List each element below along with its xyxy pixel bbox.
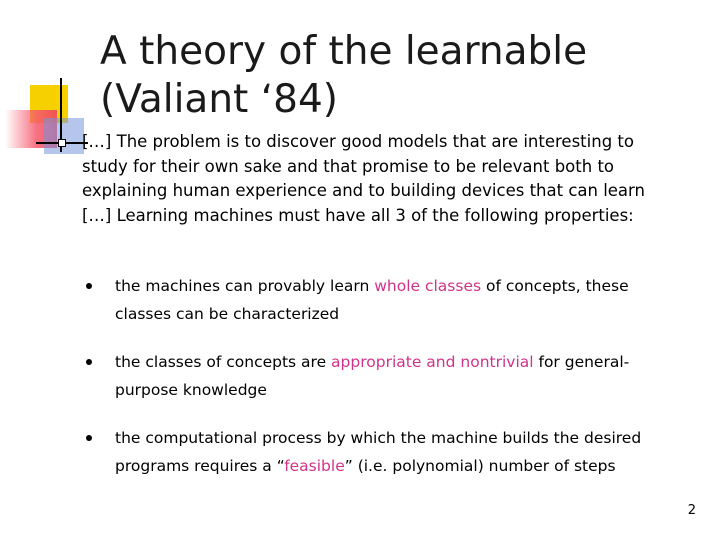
property-item	[82, 272, 682, 328]
round-bullet-icon	[86, 435, 92, 441]
property-highlight: whole classes	[374, 277, 482, 295]
property-highlight: feasible	[284, 457, 345, 475]
property-item	[82, 348, 682, 404]
property-text: for general-purpose knowledge	[115, 353, 630, 399]
intro-paragraph: […] The problem is to discover good models that are interesting to study for their own sake and that promise to be relevant both to explaining human experience and to building devices that can learn […] Learning machines must have all 3 of the following properties:	[82, 132, 645, 225]
round-bullet-icon	[86, 283, 92, 289]
property-item	[82, 424, 682, 480]
property-text: the classes of concepts are	[115, 353, 332, 371]
slide-title-line-1: A theory of the learnable	[100, 29, 588, 74]
property-text: of concepts, these classes can be characterized	[115, 277, 629, 323]
round-bullet-icon	[86, 359, 92, 365]
property-highlight: appropriate and nontrivial	[331, 353, 534, 371]
slide-title	[100, 28, 700, 124]
property-text: the machines can provably learn	[115, 277, 375, 295]
slide-title-line-2: (Valiant ‘84)	[100, 77, 338, 122]
square-bullet-icon	[58, 139, 66, 147]
page-number: 2	[687, 503, 696, 518]
properties-list	[82, 272, 682, 500]
blue-square-decoration	[44, 118, 84, 154]
property-text: the computational process by which the machine builds the desired programs requires a “	[115, 429, 642, 475]
property-text: ” (i.e. polynomial) number of steps	[344, 457, 616, 475]
